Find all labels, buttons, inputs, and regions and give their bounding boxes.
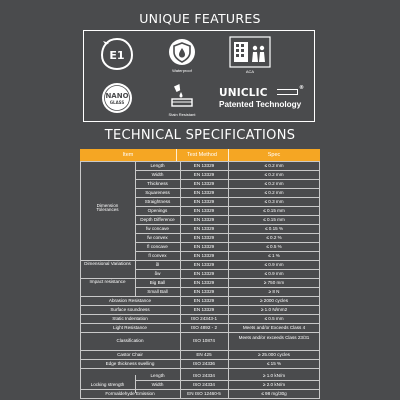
header-spec: Spec	[267, 152, 281, 158]
table-row: Formaldehyde Emission EN ISO 12460-5 ≤ 98 mg/30g	[105, 391, 287, 396]
group-dimensional-variations: Dimensional Variations	[84, 261, 131, 266]
features-box	[83, 30, 315, 122]
header-item: Item	[122, 152, 134, 158]
table-row: Length EN 13329 ≤ 0.2 mm	[150, 163, 284, 168]
table-row: Width EN 13329 ≤ 0.2 mm	[151, 172, 284, 177]
table-row: δw EN 13329 ≤ 0.9 mm	[154, 271, 284, 276]
waterproof-caption: Waterproof	[172, 68, 192, 73]
header-test-method: Test Method	[187, 152, 217, 158]
table-row: Depth Difference EN 13329 ≤ 0.15 mm	[140, 217, 285, 222]
table-row: Abrasion Resistance EN 13329 ≥ 2000 cycles	[108, 298, 289, 303]
table-row: fl convex EN 13329 ≤ 1 %	[148, 253, 280, 258]
group-locking-strength: Locking strength	[90, 382, 125, 387]
table-row: Straightness EN 13329 ≤ 0.3 mm	[144, 199, 284, 204]
uniclic-caption: Patented Technology	[219, 100, 302, 109]
glass-badge: GLASS	[109, 100, 125, 105]
table-row: Small Ball EN 13329 ≥ 8 N	[147, 289, 280, 294]
feature-waterproof	[154, 37, 210, 73]
feature-aca	[222, 36, 278, 74]
table-row: Thickness EN 13329 ≤ 0.2 mm	[147, 181, 284, 186]
nano-badge: NANO	[105, 92, 129, 100]
uniclic-logo-icon: UNICLIC ®	[219, 85, 305, 99]
waterproof-icon	[167, 37, 197, 67]
unique-features-heading: UNIQUE FEATURES	[139, 11, 261, 26]
group-tolerances: Tolerances	[96, 207, 119, 212]
feature-nano-glass	[89, 81, 145, 115]
table-row: fw concave EN 13329 ≤ 0.15 %	[146, 226, 284, 231]
aca-building-icon	[229, 36, 271, 68]
table-row: Castor Chair EN 425 ≥ 25.000 cycles	[117, 352, 290, 357]
table-row: Classification ISO 10874 Meets and/or exceeds Class 23/31	[116, 335, 310, 343]
e1-leaf-icon	[100, 37, 134, 71]
table-header	[80, 149, 320, 161]
technical-specifications-heading: TECHNICAL SPECIFICATIONS	[104, 128, 296, 143]
table-row: Length ISO 24334 ≥ 1.0 kN/m	[150, 373, 286, 378]
table-row: Squareness EN 13329 ≤ 0.2 mm	[145, 190, 284, 195]
aca-caption: ACA	[245, 69, 255, 74]
table-row: fw convex EN 13329 ≤ 0.2 %	[147, 235, 282, 240]
nano-glass-icon	[100, 81, 134, 115]
table-row: δl EN 13329 ≤ 0.9 mm	[155, 262, 284, 267]
stain-resistant-caption: Stain Resistant	[168, 112, 196, 117]
table-row: Static Indentation ISO 24343-1 ≤ 0.5 mm	[112, 316, 284, 321]
table-row: Width ISO 24334 ≥ 2.0 kN/m	[151, 382, 286, 387]
table-row: Openings EN 13329 ≤ 0.15 mm	[147, 208, 285, 213]
feature-uniclic	[219, 87, 309, 109]
table-row: Edge thickness swelling ISO 24336 ≤ 15 %	[105, 361, 282, 366]
group-dimension: Dimension	[96, 203, 119, 208]
table-row: fl concave EN 13329 ≤ 0.5 %	[147, 244, 282, 249]
group-impact-resistance: Impact resistance	[89, 279, 126, 284]
table-row: Surface soundness EN 13329 ≥ 1.0 N/mm2	[110, 307, 288, 312]
stain-resistant-icon	[167, 81, 197, 111]
feature-stain-resistant	[154, 81, 210, 117]
uniclic-logo-text: UNICLIC	[219, 87, 268, 99]
feature-e1	[89, 37, 145, 71]
table-row: Big Ball EN 13329 ≥ 750 mm	[149, 280, 285, 285]
e1-badge: E1	[109, 49, 125, 62]
table-row: Light Resistance ISO 4892 - 2 Meets and/or Exceeds Class 4	[113, 325, 306, 330]
